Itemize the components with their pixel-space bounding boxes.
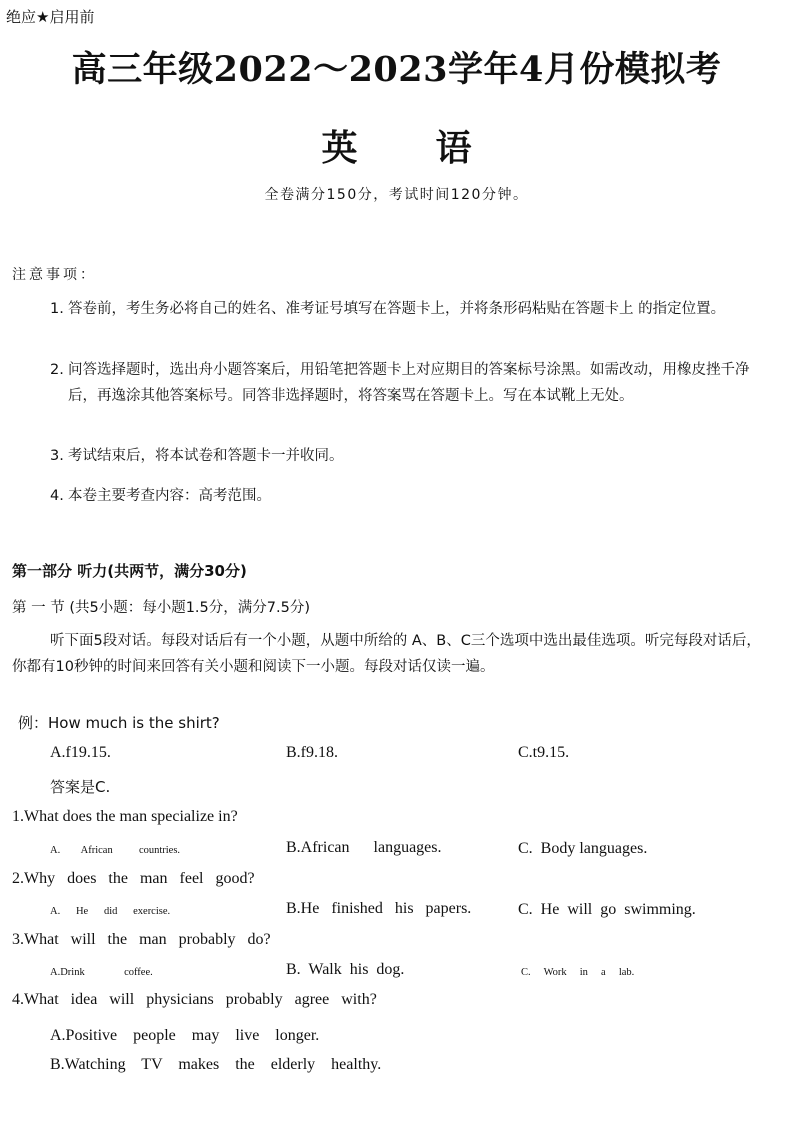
question-option-c: C. Work in a lab. [521, 967, 635, 978]
confidential-mark: 绝应★启用前 [6, 8, 95, 26]
question-option-a: A. He did exercise. [50, 906, 171, 917]
notice-item-text: 考试结束后，将本试卷和答题卡一并收同。 [68, 448, 344, 464]
notice-item [50, 483, 770, 509]
subject-char-2: 语 [435, 127, 472, 169]
example-option-c: C.t9.15. [518, 744, 570, 761]
notice-item-number: 1. [50, 301, 64, 317]
subject-title [0, 120, 793, 171]
question-stem: 1.What does the man specialize in? [12, 808, 238, 825]
notice-item [50, 357, 770, 409]
question-option-b: B. Walk his dog. [286, 961, 405, 978]
subject-char-1: 英 [321, 127, 358, 169]
example-option-a: A.f19.15. [50, 744, 111, 761]
notice-item-text: 问答选择题时，选出舟小题答案后，用铅笔把答题卡上对应期目的答案标号涂黑。如需改动，用橡皮挫千净后，再逸涂其他答案标号。同答非选择题时，将答案骂在答题卡上。写在本试靴上无处。 [68, 362, 750, 404]
score-info: 全卷满分150分，考试时间120分钟。 [264, 187, 529, 203]
notice-item [50, 296, 770, 322]
section-one-heading: 第 一 节 (共5小题：每小题1.5分，满分7.5分) [12, 600, 310, 616]
question-stem: 4.What idea will physicians probably agree with? [12, 991, 377, 1008]
section-instructions: 听下面5段对话。每段对话后有一个小题，从题中所给的 A、B、C三个选项中选出最佳选项。听完每段对话后，你都有10秒钟的时间来回答有关小题和阅读下一小题。每段对话仅读一遍。 [12, 633, 761, 675]
notice-item [50, 443, 770, 469]
example-option-b: B.f9.18. [286, 744, 338, 761]
notice-item-number: 3. [50, 448, 64, 464]
notice-heading: 注意事项： [12, 267, 97, 283]
question-option-b: B.Watching TV makes the elderly healthy. [50, 1056, 382, 1073]
question-option-a: A.Drink coffee. [50, 967, 153, 978]
question-option-a: A.Positive people may live longer. [50, 1027, 320, 1044]
notice-item-number: 2. [50, 362, 64, 378]
question-stem: 3.What will the man probably do? [12, 931, 271, 948]
example-question: 例：How much is the shirt? [18, 714, 220, 732]
notice-item-number: 4. [50, 488, 64, 504]
question-stem: 2.Why does the man feel good? [12, 870, 255, 887]
notice-item-text: 答卷前，考生务必将自己的姓名、准考证号填写在答题卡上，并将条形码粘贴在答题卡上 的指定位置。 [68, 301, 726, 317]
example-answer: 答案是C. [50, 778, 111, 796]
question-option-c: C. He will go swimming. [518, 901, 696, 918]
exam-title: 高三年级2022～2023学年4月份模拟考 [71, 49, 722, 90]
question-option-a: A. African countries. [50, 845, 181, 856]
question-option-b: B.African languages. [286, 839, 442, 856]
part-one-heading: 第一部分 听力(共两节，满分30分) [12, 562, 247, 580]
question-option-b: B.He finished his papers. [286, 900, 472, 917]
notice-item-text: 本卷主要考查内容：高考范围。 [68, 488, 271, 504]
question-option-c: C. Body languages. [518, 840, 648, 857]
